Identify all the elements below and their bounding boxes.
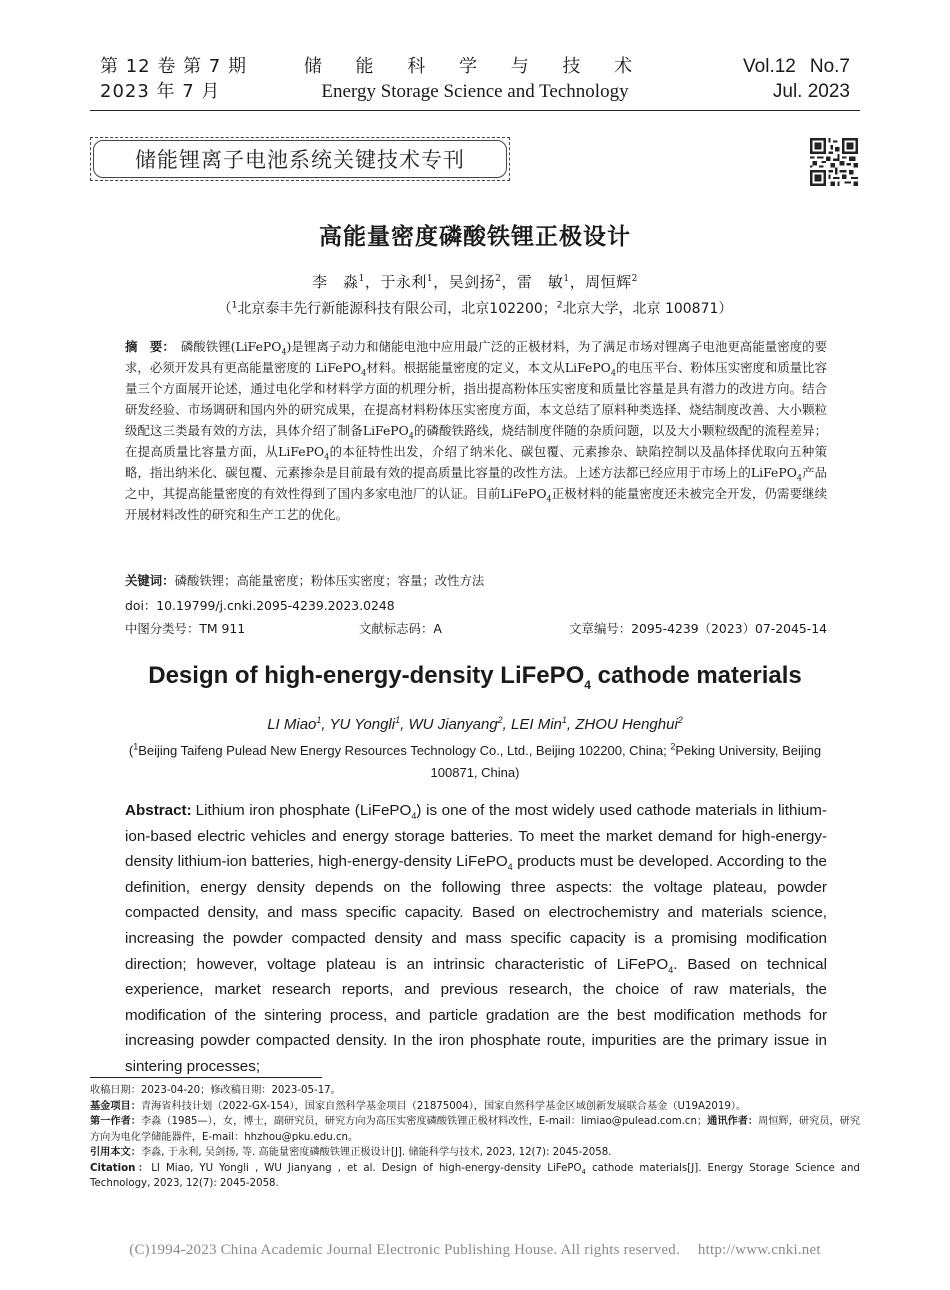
abstract-text: 的本征特性出发，介绍了纳米化、碳包覆、元素掺杂、缺陷控制以及晶体择优取向五种策略，指出纳米化、碳包覆、元素掺杂是目前最有效的提高质量比容量的改性方法。上述方法都已经应用于市场上的LiFePO bbox=[125, 444, 827, 480]
volume-en: Vol.12 bbox=[743, 56, 796, 77]
author-note bbox=[90, 1114, 860, 1145]
author-name[interactable]: 雷 敏 bbox=[516, 273, 564, 291]
copyright-text: (C)1994-2023 China Academic Journal Electronic Publishing House. All rights reserved. bbox=[129, 1242, 680, 1258]
article-title-en bbox=[0, 662, 950, 690]
cite-text-cn: 李淼, 于永利, 吴剑扬, 等. 高能量密度磷酸铁锂正极设计[J]. 储能科学与技术, 2023, 12(7): 2045-2058. bbox=[140, 1147, 612, 1158]
corresponding-author-text: 周恒辉，研究员，研究方向为电化学储能器件，E-mail：hhzhou@pku.edu.cn。 bbox=[90, 1116, 861, 1143]
affiliation-marker: 1 bbox=[563, 274, 570, 284]
affiliation-marker: 1 bbox=[358, 274, 365, 284]
special-issue-tag bbox=[90, 137, 510, 181]
first-author-text: 李淼（1985—），女，博士，副研究员，研究方向为高压实密度磷酸铁锂正极材料改性，E-mail：limiao@pulead.com.cn； bbox=[140, 1116, 708, 1127]
author-list-en: LI Miao$^1$, YU Yongli$^1$, WU Jianyang$^2$, LEI Min$^1$, ZHOU Henghui$^2$ bbox=[267, 715, 683, 733]
affiliation-marker: 1 bbox=[561, 715, 567, 725]
footnotes bbox=[90, 1083, 860, 1192]
abstract-text: Lithium iron phosphate (LiFePO bbox=[195, 802, 412, 819]
citation-text: LI Miao, YU Yongli , WU Jianyang , et al. Design of high-energy-density LiFePO bbox=[151, 1162, 582, 1174]
affiliation-2-cn: 北京大学，北京 100871） bbox=[562, 301, 733, 317]
journal-header bbox=[100, 54, 850, 106]
keywords-label-cn: 关键词： bbox=[125, 573, 175, 588]
abstract-label-cn: 摘 要： bbox=[125, 339, 175, 354]
author-name[interactable]: 周恒辉 bbox=[585, 273, 632, 291]
received-date: 收稿日期：2023-04-20；修改稿日期：2023-05-17。 bbox=[90, 1085, 341, 1096]
affiliation-marker: 2 bbox=[497, 715, 503, 725]
affiliation-1-cn: 北京泰丰先行新能源科技有限公司，北京102200； bbox=[237, 301, 557, 317]
subscript: 4 bbox=[411, 811, 417, 822]
affiliation-1-en: Beijing Taifeng Pulead New Energy Resources Technology Co., Ltd., Beijing 102200, China; bbox=[138, 743, 671, 758]
special-issue-label: 储能锂离子电池系统关键技术专刊 bbox=[93, 140, 507, 178]
cite-note-cn bbox=[90, 1145, 860, 1161]
citation-text: cathode materials[J]. Energy Storage Science and Technology, 2023, 12(7): 2045-2058. bbox=[90, 1162, 860, 1189]
issue-date-cn: 2023 年 7 月 bbox=[100, 81, 221, 102]
abstract-text: 磷酸铁锂(LiFePO bbox=[180, 339, 282, 354]
abstract-cn bbox=[125, 336, 827, 525]
doi-link[interactable]: doi：10.19799/j.cnki.2095-4239.2023.0248 bbox=[125, 598, 395, 613]
funding-note bbox=[90, 1099, 860, 1115]
citation-label: Citation： bbox=[90, 1162, 152, 1174]
abstract-text: 材料。根据能量密度的定义，本文从LiFePO bbox=[366, 360, 611, 375]
abstract-text: . Based on technical experience, market research reports, and previous research, the choice of raw materials, the modification of the sintering process, and particle gradation are the best modification methods for increasing powder compacted density. In the iron phosphate route, impurities are the primary issue in sintering processes; bbox=[125, 955, 827, 1075]
subscript: 4 bbox=[796, 473, 802, 483]
issue-info-cn bbox=[100, 54, 247, 104]
author-name[interactable]: 李 淼 bbox=[312, 273, 359, 291]
copyright-url[interactable]: http://www.cnki.net bbox=[697, 1242, 821, 1258]
article-title-cn: 高能量密度磷酸铁锂正极设计 bbox=[319, 224, 631, 250]
journal-name-cn: 储 能 科 学 与 技 术 bbox=[303, 56, 647, 77]
affiliation-marker: 2 bbox=[670, 741, 676, 752]
abstract-text: 的电压平台、粉体压实密度和质量比容量三个方面展开论述，通过电化学和材料学方面的机理分析，指出提高粉体压实密度和质量比容量是具有潜力的改进方向。结合研发经验、市场调研和国内外的研究成果，在提高材料粉体压实密度方面，本文总结了原料种类选择、烧结制度改善、大小颗粒级配这三类最有效的方法，具体介绍了制备LiFePO bbox=[125, 360, 827, 438]
issue-date-en: Jul. 2023 bbox=[772, 81, 850, 102]
author-name[interactable]: LEI Min bbox=[511, 716, 562, 733]
funding-label: 基金项目： bbox=[90, 1100, 141, 1112]
header-divider bbox=[90, 110, 860, 111]
title-text: Design of high-energy-density LiFePO bbox=[148, 662, 585, 689]
funding-text: 青海省科技计划（2022-GX-154），国家自然科学基金项目（21875004），国家自然科学基金区域创新发展联合基金（U19A2019）。 bbox=[140, 1100, 747, 1112]
clc-number: 中图分类号：TM 911 bbox=[125, 621, 246, 636]
subscript: 4 bbox=[584, 677, 591, 692]
affiliation-2-en: Peking University, Beijing 100871, China) bbox=[430, 743, 822, 780]
abstract-en bbox=[125, 798, 827, 1080]
abstract-label-en: Abstract: bbox=[125, 802, 192, 819]
affiliation-marker: 2 bbox=[556, 300, 563, 311]
abstract-text: products must be developed. According to the definition, energy density depends on the following three aspects: the voltage plateau, powder compacted density, and mass specific capacity. Based on electrochemistry and materials science, increasing the powder compacted density and mass specific capacity is a promising modification direction; however, voltage plateau is an intrinsic characteristic of LiFePO bbox=[125, 853, 827, 973]
affiliation-marker: 2 bbox=[495, 274, 502, 284]
footnote-divider bbox=[90, 1077, 322, 1078]
number-en: No.7 bbox=[809, 56, 850, 77]
journal-name bbox=[300, 54, 650, 104]
title-text: cathode materials bbox=[590, 662, 802, 689]
abstract-text: 正极材料的能量密度还未被完全开发，仍需要继续开展材料改性的研究和生产工艺的优化。 bbox=[125, 486, 827, 522]
affiliation-marker: 1 bbox=[133, 741, 139, 752]
affiliation-marker: 1 bbox=[231, 300, 238, 311]
qr-code-icon[interactable] bbox=[810, 138, 858, 186]
author-name[interactable]: 于永利 bbox=[380, 273, 427, 291]
issue-volume-cn: 第 12 卷 第 7 期 bbox=[100, 56, 247, 77]
affiliation-en: ($^1$Beijing Taifeng Pulead New Energy Resources Technology Co., Ltd., Beijing 102200, China; $^2$Peking University, Beijing 100871, China) bbox=[128, 741, 822, 780]
affiliation-marker: 1 bbox=[426, 274, 434, 284]
document-code: 文献标志码：A bbox=[359, 621, 442, 636]
issue-info-en bbox=[743, 54, 850, 104]
subscript: 4 bbox=[546, 494, 552, 504]
article-number: 文章编号：2095-4239（2023）07-2045-14 bbox=[569, 621, 827, 636]
affiliation-marker: 2 bbox=[677, 715, 683, 725]
cite-label-cn: 引用本文： bbox=[90, 1147, 141, 1158]
abstract-text: 产品之中，其提高能量密度的有效性得到了国内多家电池厂的认证。目前LiFePO bbox=[125, 465, 828, 501]
abstract-text: ) is one of the most widely used cathode materials in lithium-ion-based electric vehicles and energy storage batteries. To meet the market demand for high-energy-density lithium-ion batteries, high-energy-density LiFePO bbox=[125, 802, 827, 871]
subscript: 4 bbox=[581, 1167, 586, 1176]
author-name[interactable]: LI Miao bbox=[267, 716, 317, 733]
subscript: 4 bbox=[507, 862, 513, 873]
subscript: 4 bbox=[408, 431, 414, 441]
subscript: 4 bbox=[361, 368, 367, 378]
author-name[interactable]: YU Yongli bbox=[329, 716, 396, 733]
author-name[interactable]: ZHOU Henghui bbox=[575, 716, 678, 733]
first-author-label: 第一作者： bbox=[90, 1116, 141, 1127]
subscript: 4 bbox=[324, 452, 330, 462]
abstract-text: 的磷酸铁路线，烧结制度伴随的杂质问题，以及大小颗粒级配的流程差异；在提高质量比容量方面，从LiFePO bbox=[125, 423, 827, 459]
affiliation-marker: 2 bbox=[631, 274, 638, 284]
subscript: 4 bbox=[610, 368, 616, 378]
subscript: 4 bbox=[281, 347, 287, 357]
author-list-cn: 李 淼$^1$，于永利$^1$，吴剑扬$^2$，雷 敏$^1$，周恒辉$^2$ bbox=[312, 273, 638, 291]
keywords-cn bbox=[125, 571, 484, 589]
author-name[interactable]: 吴剑扬 bbox=[448, 273, 496, 291]
affiliation-cn: （$^1$北京泰丰先行新能源科技有限公司，北京102200；$^2$北京大学，北京 100871） bbox=[217, 300, 733, 317]
journal-name-en: Energy Storage Science and Technology bbox=[321, 81, 629, 102]
citation-note-en bbox=[90, 1161, 860, 1192]
abstract-text: )是锂离子动力和储能电池中应用最广泛的正极材料，为了满足市场对锂离子电池更高能量密度的要求，必须开发具有更高能量密度的 LiFePO bbox=[125, 339, 827, 375]
corresponding-author-label: 通讯作者： bbox=[707, 1116, 759, 1127]
copyright-line bbox=[0, 1242, 950, 1259]
affiliation-marker: 1 bbox=[395, 715, 401, 725]
keywords-text-cn: 磷酸铁锂；高能量密度；粉体压实密度；容量；改性方法 bbox=[174, 573, 485, 588]
subscript: 4 bbox=[668, 964, 674, 975]
author-name[interactable]: WU Jianyang bbox=[408, 716, 498, 733]
affiliation-marker: 1 bbox=[316, 715, 322, 725]
